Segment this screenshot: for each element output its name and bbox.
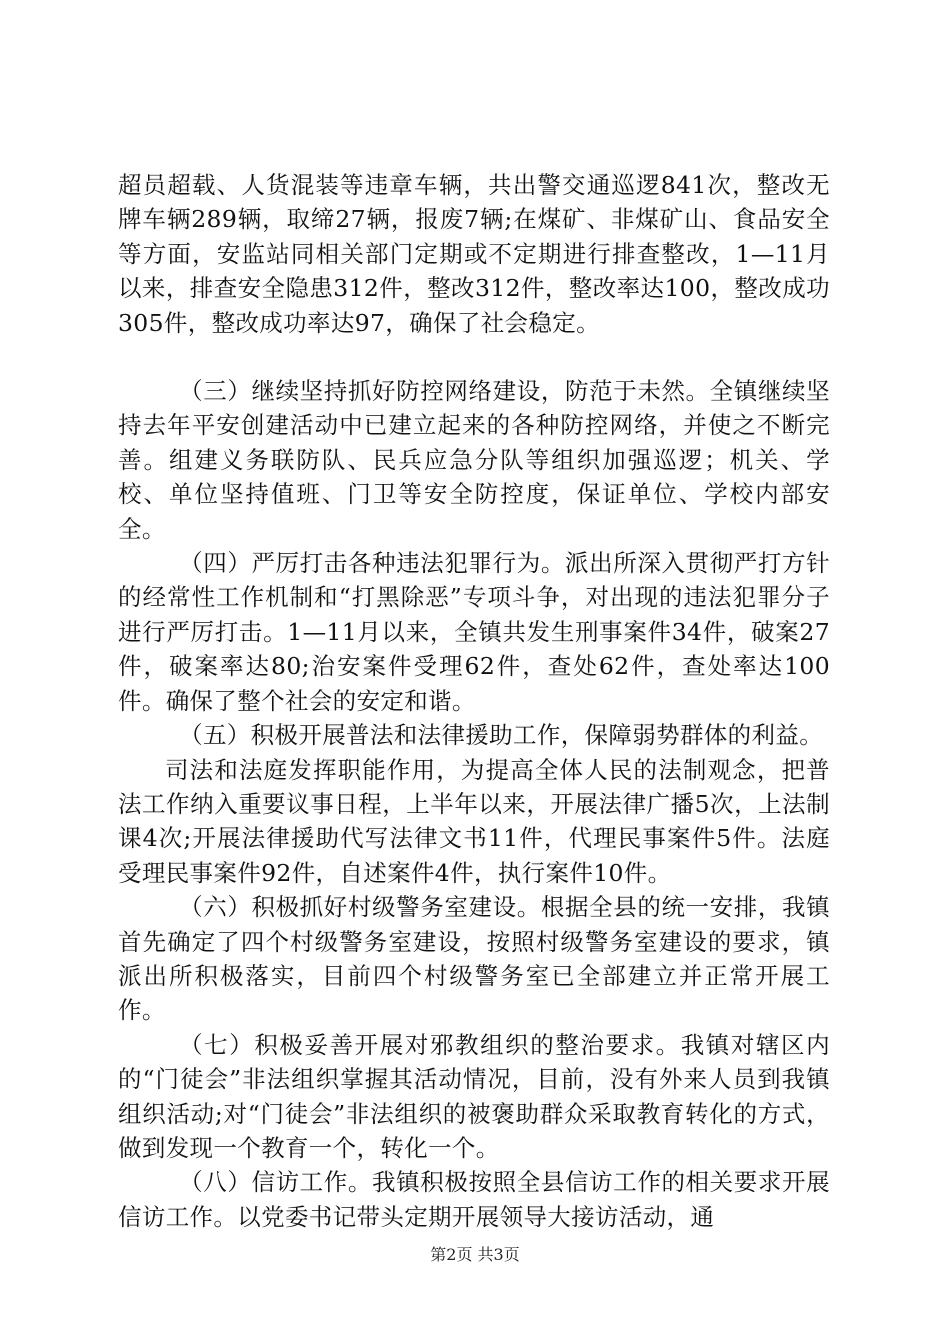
paragraph-gap <box>118 340 830 374</box>
paragraph-section-8: （八）信访工作。我镇积极按照全县信访工作的相关要求开展信访工作。以党委书记带头定期开展领导大接访活动，通 <box>118 1168 830 1231</box>
paragraph-section-7: （七）积极妥善开展对邪教组织的整治要求。我镇对辖区内的“门徒会”非法组织掌握其活动情况，目前，没有外来人员到我镇组织活动;对“门徒会”非法组织的被褒助群众采取教育转化的方式，做到发现一个教育一个，转化一个。 <box>118 1030 830 1162</box>
page-footer: 第2页 共3页 <box>430 1245 520 1264</box>
paragraph-continued: 超员超载、人货混装等违章车辆，共出警交通巡逻841次，整改无牌车辆289辆，取缔27辆，报废7辆;在煤矿、非煤矿山、食品安全等方面，安监站同相关部门定期或不定期进行排查整改，1—11月以来，排查安全隐患312件，整改312件，整改率达100，整改成功305件，整改成功率达97，确保了社会稳定。 <box>118 171 830 337</box>
paragraph-legal-aid: 司法和法庭发挥职能作用，为提高全体人民的法制观念，把普法工作纳入重要议事日程，上半年以来，开展法律广播5次，上法制课4次;开展法律援助代写法律文书11件，代理民事案件5件。法庭受理民事案件92件，自述案件4件，执行案件10件。 <box>118 755 830 887</box>
paragraph-section-6: （六）积极抓好村级警务室建设。根据全县的统一安排，我镇首先确定了四个村级警务室建设，按照村级警务室建设的要求，镇派出所积极落实，目前四个村级警务室已全部建立并正常开展工作。 <box>118 893 830 1025</box>
paragraph-section-3: （三）继续坚持抓好防控网络建设，防范于未然。全镇继续坚持去年平安创建活动中已建立起来的各种防控网络，并使之不断完善。组建义务联防队、民兵应急分队等组织加强巡逻；机关、学校、单位坚持值班、门卫等安全防控度，保证单位、学校内部安全。 <box>118 377 830 543</box>
paragraph-section-5: （五）积极开展普法和法律援助工作，保障弱势群体的利益。 <box>179 721 824 750</box>
document-body <box>118 168 830 1234</box>
paragraph-section-4: （四）严厉打击各种违法犯罪行为。派出所深入贯彻严打方针的经常性工作机制和“打黑除恶”专项斗争，对出现的违法犯罪分子进行严厉打击。1—11月以来，全镇共发生刑事案件34件，破案27件，破案率达80;治安案件受理62件，查处62件，查处率达100件。确保了整个社会的安定和谐。 <box>118 549 830 715</box>
